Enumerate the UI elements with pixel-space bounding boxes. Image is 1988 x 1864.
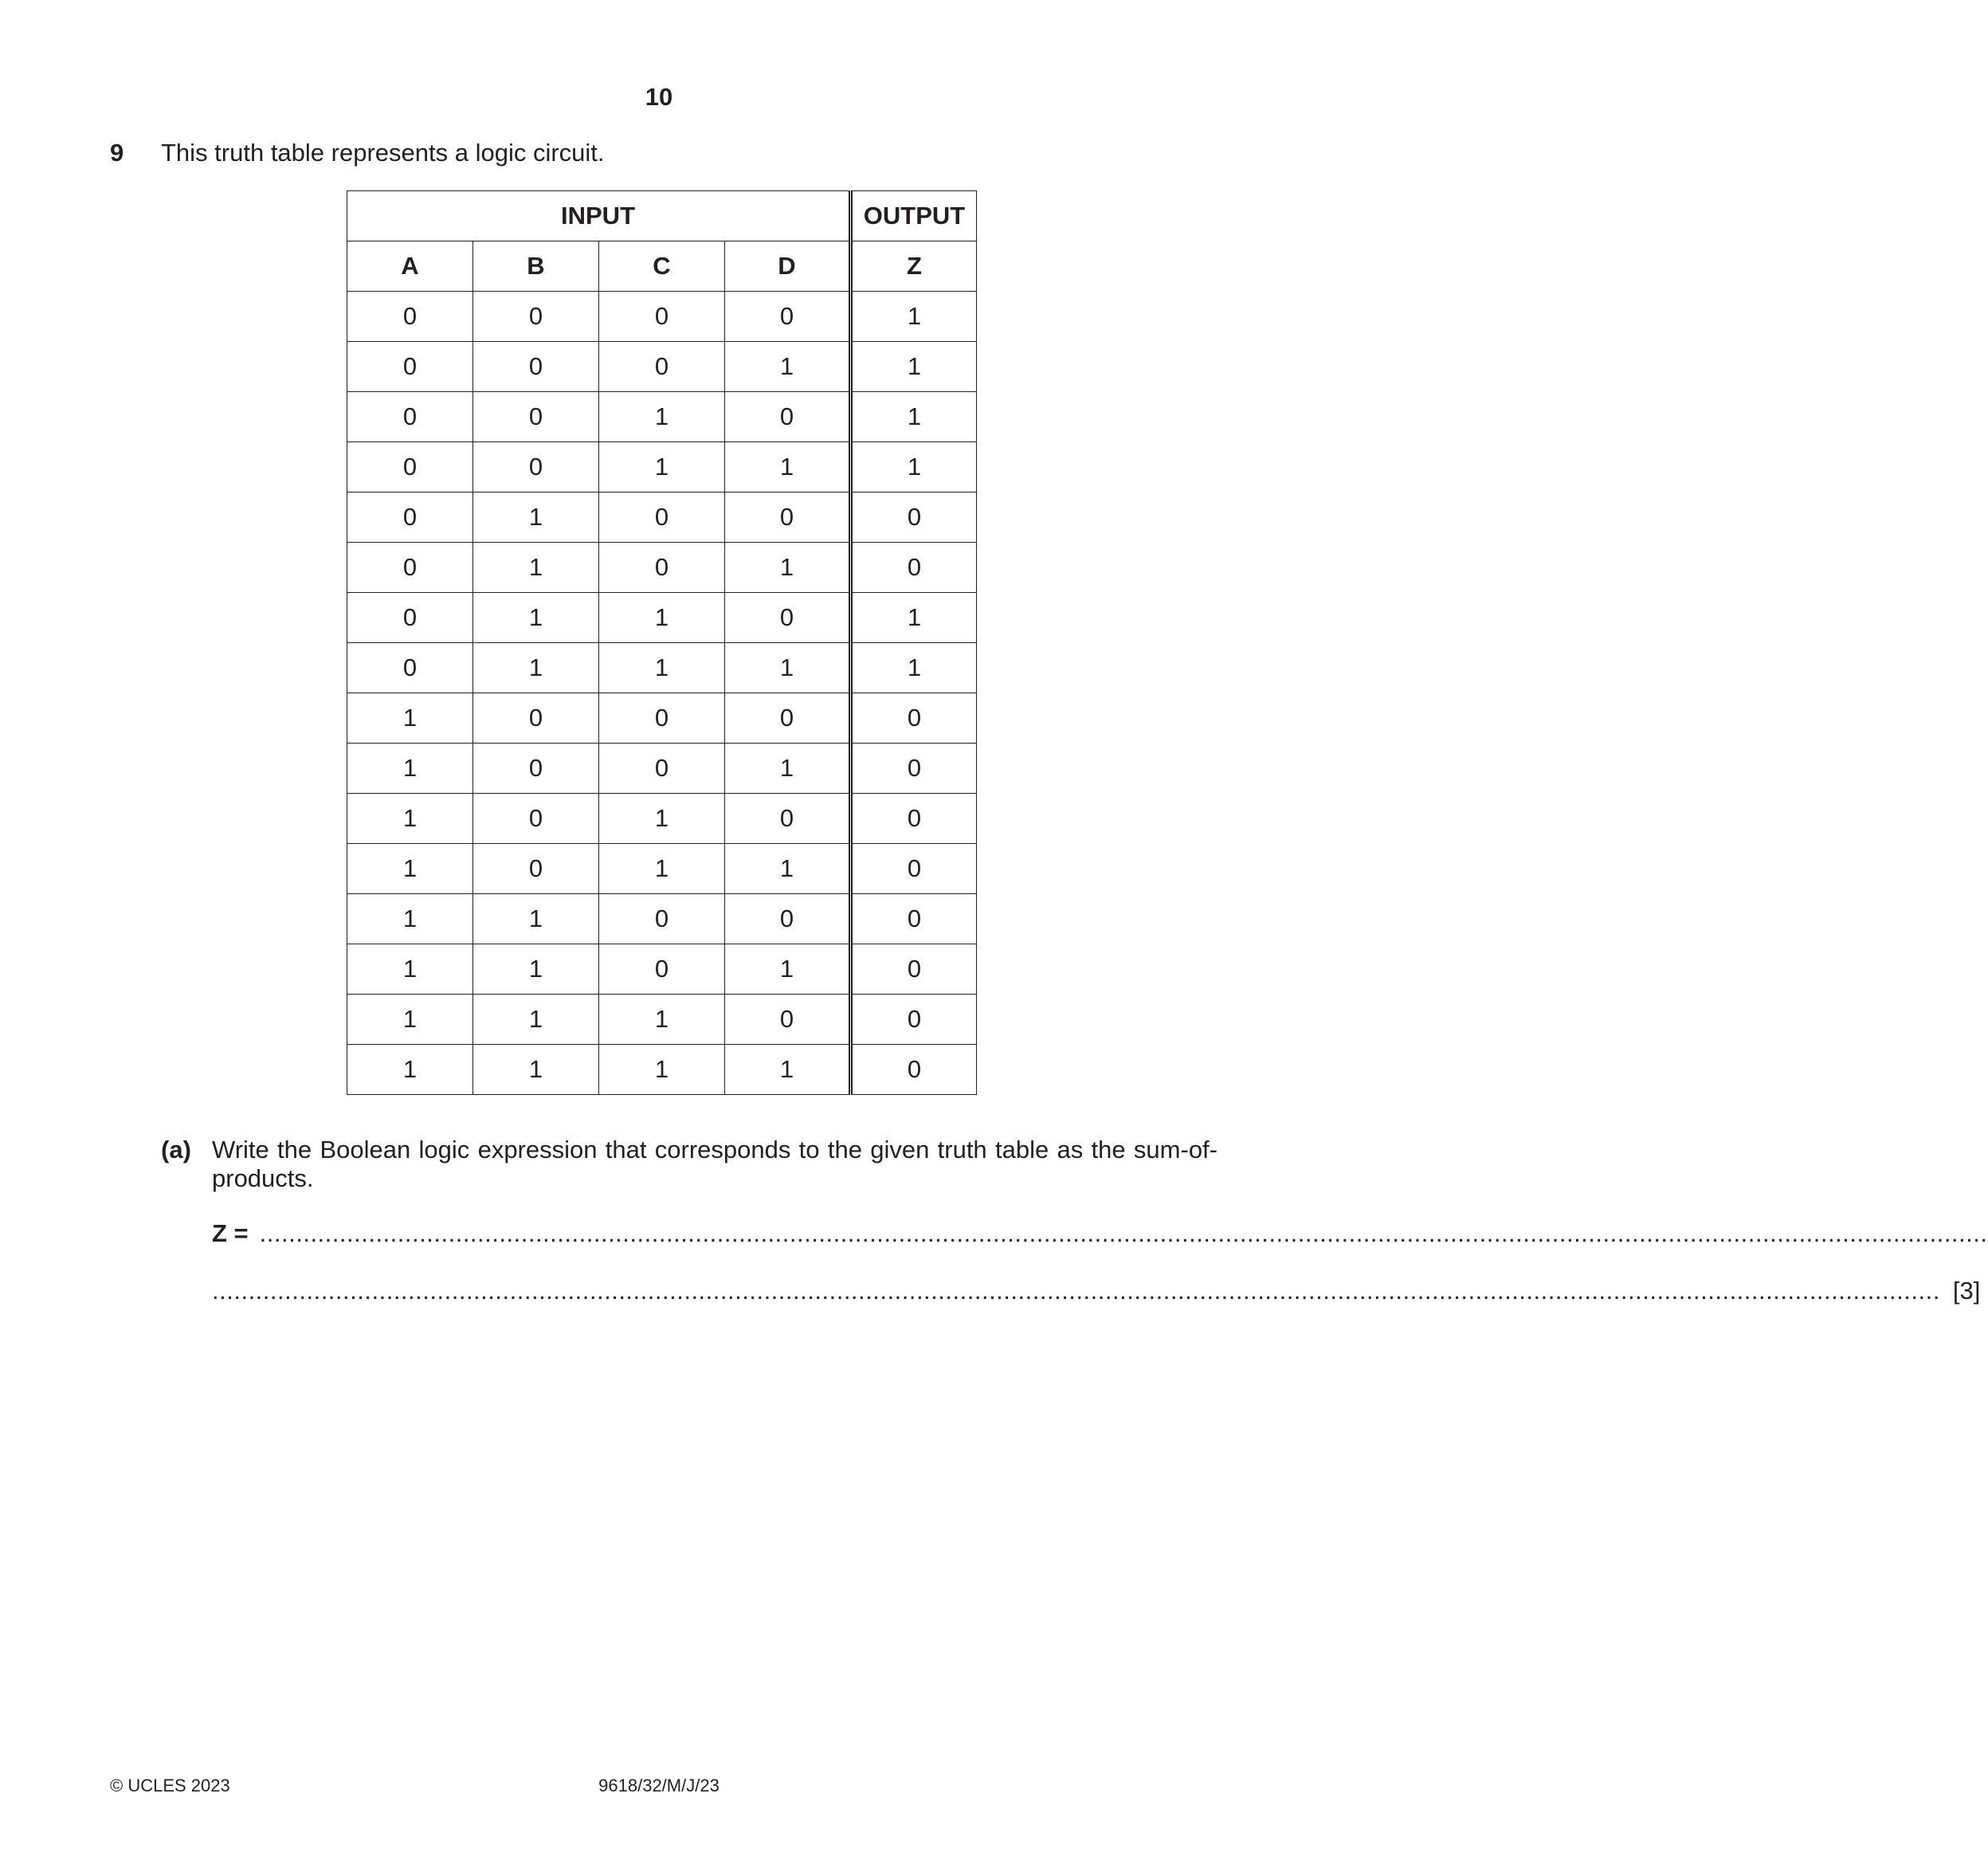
cell-c: 1	[599, 794, 725, 844]
cell-d: 1	[725, 744, 851, 794]
part-a-label: (a)	[161, 1136, 191, 1164]
cell-b: 1	[473, 543, 599, 593]
cell-z: 0	[851, 794, 977, 844]
cell-a: 0	[347, 342, 473, 392]
cell-b: 0	[473, 693, 599, 744]
cell-c: 1	[599, 643, 725, 693]
cell-d: 0	[725, 292, 851, 342]
cell-z: 0	[851, 995, 977, 1045]
cell-z: 1	[851, 593, 977, 643]
cell-b: 1	[473, 944, 599, 995]
answer-dotted-line[interactable]: ..............................................................................................................................................................................................................................................	[259, 1219, 1988, 1247]
input-group-header: INPUT	[347, 191, 851, 241]
table-row	[347, 292, 977, 342]
cell-d: 1	[725, 1045, 851, 1095]
cell-b: 0	[473, 794, 599, 844]
table-row	[347, 894, 977, 944]
footer-paper-code: 9618/32/M/J/23	[598, 1776, 720, 1795]
cell-z: 1	[851, 643, 977, 693]
cell-d: 1	[725, 643, 851, 693]
cell-a: 0	[347, 643, 473, 693]
cell-a: 0	[347, 292, 473, 342]
cell-c: 0	[599, 894, 725, 944]
truth-table-column-header	[347, 241, 977, 292]
cell-b: 1	[473, 643, 599, 693]
cell-z: 1	[851, 442, 977, 492]
cell-c: 0	[599, 342, 725, 392]
table-row	[347, 392, 977, 442]
cell-d: 0	[725, 492, 851, 543]
answer-line-2[interactable]	[212, 1277, 1981, 1305]
cell-a: 1	[347, 794, 473, 844]
cell-b: 1	[473, 894, 599, 944]
cell-c: 1	[599, 995, 725, 1045]
cell-b: 0	[473, 292, 599, 342]
truth-table-group-header	[347, 191, 977, 241]
cell-d: 0	[725, 593, 851, 643]
cell-c: 0	[599, 944, 725, 995]
answer-label: Z =	[212, 1219, 249, 1247]
column-header-a: A	[347, 241, 473, 292]
cell-c: 0	[599, 744, 725, 794]
cell-b: 0	[473, 442, 599, 492]
cell-z: 0	[851, 894, 977, 944]
column-header-z: Z	[851, 241, 977, 292]
cell-z: 0	[851, 693, 977, 744]
cell-c: 0	[599, 693, 725, 744]
marks-allocation: [3]	[1952, 1277, 1981, 1305]
cell-z: 0	[851, 744, 977, 794]
table-row	[347, 844, 977, 894]
footer-copyright: © UCLES 2023	[110, 1776, 230, 1795]
column-header-c: C	[599, 241, 725, 292]
table-row	[347, 643, 977, 693]
cell-a: 0	[347, 392, 473, 442]
column-header-d: D	[725, 241, 851, 292]
output-group-header: OUTPUT	[851, 191, 977, 241]
cell-z: 0	[851, 1045, 977, 1095]
table-row	[347, 1045, 977, 1095]
cell-z: 0	[851, 944, 977, 995]
table-row	[347, 593, 977, 643]
table-row	[347, 442, 977, 492]
column-header-b: B	[473, 241, 599, 292]
answer-dotted-line[interactable]: ..............................................................................................................................................................................................................................................	[212, 1277, 1940, 1305]
cell-a: 1	[347, 1045, 473, 1095]
cell-d: 0	[725, 995, 851, 1045]
cell-d: 1	[725, 543, 851, 593]
cell-a: 0	[347, 593, 473, 643]
table-row	[347, 744, 977, 794]
cell-c: 1	[599, 392, 725, 442]
cell-c: 0	[599, 492, 725, 543]
cell-b: 1	[473, 995, 599, 1045]
cell-b: 1	[473, 593, 599, 643]
cell-c: 1	[599, 442, 725, 492]
cell-a: 0	[347, 543, 473, 593]
question-number: 9	[110, 139, 124, 167]
cell-b: 0	[473, 844, 599, 894]
cell-b: 0	[473, 744, 599, 794]
cell-z: 0	[851, 844, 977, 894]
table-row	[347, 944, 977, 995]
table-row	[347, 492, 977, 543]
cell-c: 0	[599, 543, 725, 593]
cell-d: 0	[725, 392, 851, 442]
cell-a: 0	[347, 492, 473, 543]
cell-a: 1	[347, 894, 473, 944]
table-row	[347, 995, 977, 1045]
table-row	[347, 693, 977, 744]
cell-d: 0	[725, 894, 851, 944]
cell-z: 0	[851, 492, 977, 543]
cell-b: 0	[473, 392, 599, 442]
cell-b: 0	[473, 342, 599, 392]
cell-b: 1	[473, 492, 599, 543]
cell-a: 1	[347, 844, 473, 894]
cell-c: 1	[599, 1045, 725, 1095]
truth-table	[347, 190, 977, 1095]
cell-c: 0	[599, 292, 725, 342]
answer-line-1[interactable]	[212, 1219, 1988, 1248]
question-text: This truth table represents a logic circuit.	[161, 139, 605, 167]
cell-c: 1	[599, 844, 725, 894]
cell-a: 1	[347, 944, 473, 995]
cell-z: 1	[851, 392, 977, 442]
cell-d: 1	[725, 844, 851, 894]
cell-z: 1	[851, 292, 977, 342]
cell-z: 1	[851, 342, 977, 392]
cell-d: 1	[725, 944, 851, 995]
table-row	[347, 543, 977, 593]
cell-d: 0	[725, 794, 851, 844]
cell-d: 1	[725, 342, 851, 392]
cell-d: 0	[725, 693, 851, 744]
cell-a: 1	[347, 693, 473, 744]
cell-d: 1	[725, 442, 851, 492]
cell-z: 0	[851, 543, 977, 593]
cell-a: 1	[347, 995, 473, 1045]
cell-a: 0	[347, 442, 473, 492]
table-row	[347, 794, 977, 844]
cell-a: 1	[347, 744, 473, 794]
cell-c: 1	[599, 593, 725, 643]
table-row	[347, 342, 977, 392]
page-number: 10	[645, 83, 673, 111]
part-a-question: Write the Boolean logic expression that corresponds to the given truth table as the sum-of-products.	[212, 1136, 1218, 1192]
cell-b: 1	[473, 1045, 599, 1095]
